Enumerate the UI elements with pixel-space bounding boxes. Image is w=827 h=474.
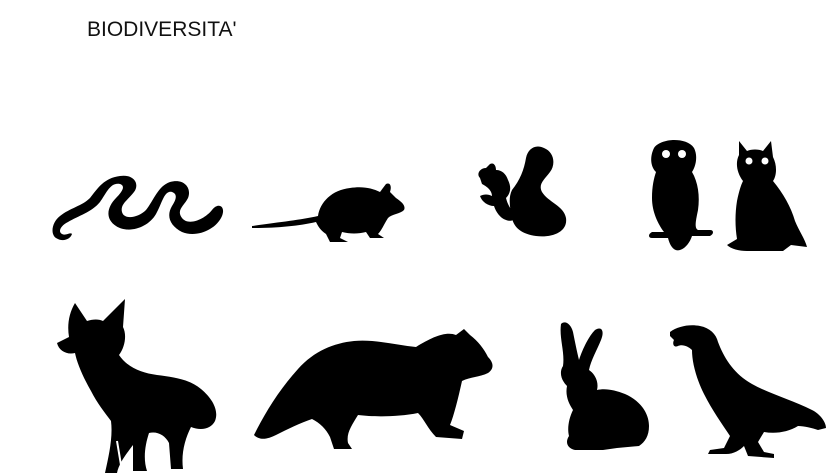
page-title: BIODIVERSITA'	[87, 18, 237, 41]
owl-silhouette	[640, 138, 718, 253]
snake-silhouette	[48, 160, 228, 245]
owl-silhouette	[725, 135, 807, 253]
raccoon-silhouette	[250, 325, 495, 455]
mouse-silhouette	[250, 172, 410, 247]
rabbit-silhouette	[555, 318, 655, 450]
fox-silhouette	[55, 293, 220, 474]
squirrel-silhouette	[472, 140, 572, 240]
hawk-silhouette	[668, 318, 827, 460]
